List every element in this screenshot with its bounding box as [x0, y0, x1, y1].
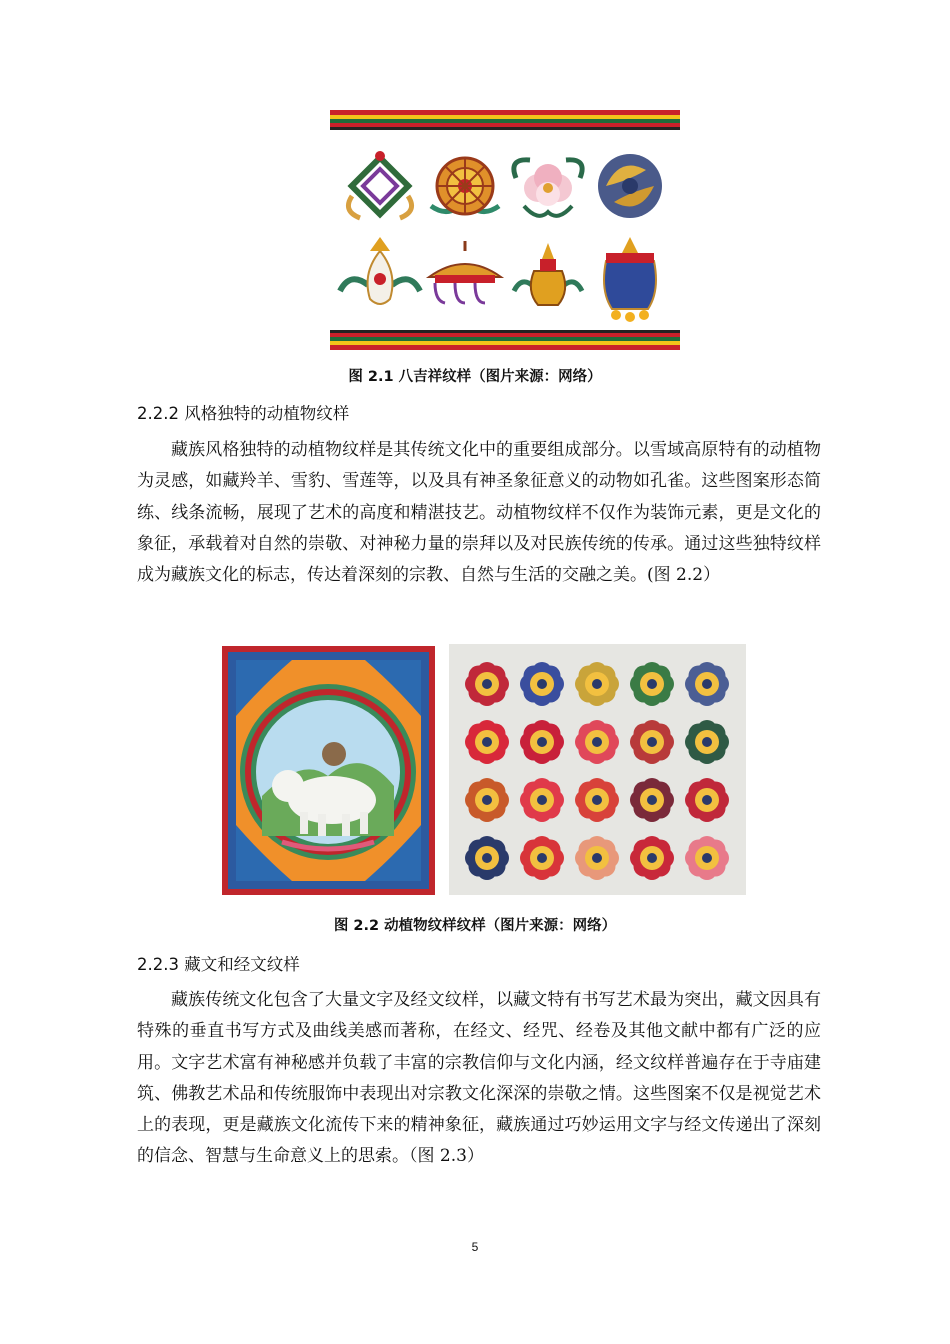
rosette: [465, 836, 509, 880]
elephant-thangka-image: [222, 646, 435, 895]
parasol-icon: [429, 241, 501, 303]
rosette: [520, 836, 564, 880]
rosette: [685, 720, 729, 764]
rosette: [685, 662, 729, 706]
rosette: [575, 778, 619, 822]
rosette: [465, 720, 509, 764]
rosette: [520, 778, 564, 822]
rosette: [575, 720, 619, 764]
figure-eight-auspicious-symbols: [330, 110, 680, 353]
figure-1-caption: 图 2.1 八吉祥纹样（图片来源：网络）: [348, 369, 602, 385]
rosette: [630, 836, 674, 880]
paragraph-2-2-3: 藏族传统文化包含了大量文字及经文纹样，以藏文特有书写艺术最为突出，藏文因具有特殊的垂直书写方式及曲线美感而著称，在经文、经咒、经卷及其他文献中都有广泛的应用。文字艺术富有神秘感并负载了丰富的宗教信仰与文化内涵，经文纹样普遍存在于寺庙建筑、佛教艺术品和传统服饰中表现出对宗教文化深深的崇敬之情。这些图案不仅是视觉艺术上的表现，更是藏族文化流传下来的精神象征，藏族通过巧妙运用文字与经文传递出了深刻的信念、智慧与生命意义上的思索。（图 2.3）: [137, 990, 821, 1167]
paragraph-2-2-2: 藏族风格独特的动植物纹样是其传统文化中的重要组成部分。以雪域高原特有的动植物为灵感，如藏羚羊、雪豹、雪莲等，以及具有神圣象征意义的动物如孔雀。这些图案形态简练、线条流畅，展现了艺术的高度和精湛技艺。动植物纹样不仅作为装饰元素，更是文化的象征，承载着对自然的崇敬、对神秘力量的崇拜以及对民族传统的传承。通过这些独特纹样成为藏族文化的标志，传达着深刻的宗教、自然与生活的交融之美。(图 2.2）: [137, 440, 821, 586]
rosette: [630, 778, 674, 822]
lotus-icon: [514, 160, 582, 216]
figure-2-caption: 图 2.2 动植物纹样纹样（图片来源：网络）: [333, 918, 617, 934]
golden-fish-icon: [598, 154, 662, 218]
rosette: [520, 662, 564, 706]
conch-icon: [340, 237, 420, 304]
section-heading-2-2-3: 2.2.3 藏文和经文纹样: [137, 955, 300, 974]
rosette: [685, 836, 729, 880]
auspicious-symbols-art: [330, 136, 680, 328]
dharma-wheel-icon: [431, 158, 499, 214]
page-number: 5: [471, 1240, 479, 1254]
treasure-vase-icon: [514, 243, 582, 305]
rosette: [520, 720, 564, 764]
section-heading-2-2-2: 2.2.2 风格独特的动植物纹样: [137, 404, 350, 423]
victory-banner-icon: [604, 237, 656, 322]
rosette: [575, 662, 619, 706]
rosette: [630, 720, 674, 764]
endless-knot-icon: [348, 151, 411, 218]
rosette: [685, 778, 729, 822]
floral-rosettes-image: [449, 644, 746, 895]
rosette: [630, 662, 674, 706]
rosette: [465, 778, 509, 822]
rosette: [465, 662, 509, 706]
rosette: [575, 836, 619, 880]
